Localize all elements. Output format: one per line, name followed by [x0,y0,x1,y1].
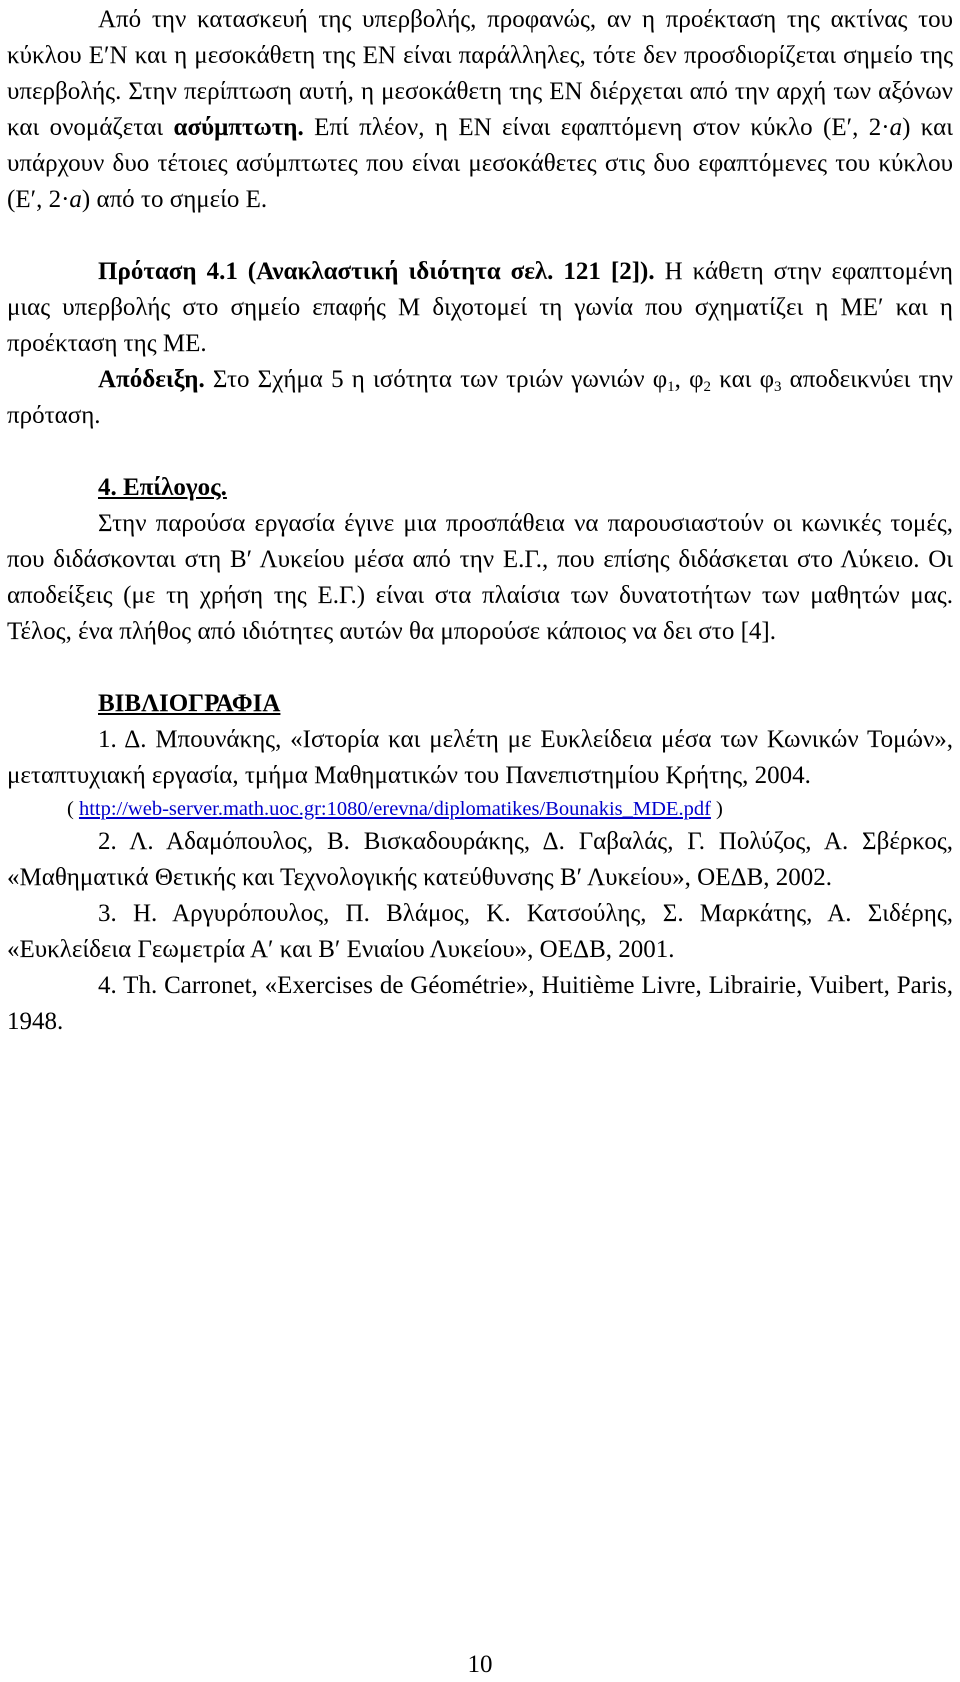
reference-1: 1. Δ. Μπουνάκης, «Ιστορία και μελέτη με Ευκλείδεια μέσα των Κωνικών Τομών», μεταπτυχιακή εργασία, τμήμα Μαθηματικών του Πανεπιστημίου Κρήτης, 2004. [7,726,953,789]
reference-4: 4. Th. Carronet, «Exercises de Géométrie», Huitième Livre, Librairie, Vuibert, Paris, 1948. [7,972,953,1035]
proof-text: αποδεικνύει την πρόταση. [7,366,953,429]
proof [7,362,953,434]
proposition-title: Πρόταση 4.1 (Ανακλαστική ιδιότητα σελ. 121 [2]). [98,258,655,285]
epilogue-text: Στην παρούσα εργασία έγινε μια προσπάθεια να παρουσιαστούν οι κωνικές τομές, που διδάσκονται στη Β′ Λυκείου μέσα από την Ε.Γ., που επίσης διδάσκεται στο Λύκειο. Οι αποδείξεις (με τη χρήση της Ε.Γ.) είναι στα πλαίσια των δυνατοτήτων των μαθητών μας. Τέλος, ένα πλήθος από ιδιότητες αυτών θα μπορούσε κάποιος να δει στο [4]. [7,510,953,645]
math-variable: a [889,114,903,141]
reference-3: 3. Η. Αργυρόπουλος, Π. Βλάμος, Κ. Κατσούλης, Σ. Μαρκάτης, Α. Σιδέρης, «Ευκλείδεια Γεωμετρία Α′ και Β′ Ενιαίου Λυκείου», ΟΕΔΒ, 2001. [7,900,953,963]
proof-title: Απόδειξη. [98,366,205,393]
term-asymptote: ασύμπτωτη. [173,114,304,141]
proof-text: Στο Σχήμα 5 η ισότητα των τριών γωνιών φ [204,366,668,393]
page-number: 10 [467,1651,493,1678]
subscript: 3 [774,379,782,395]
proposition [7,254,953,362]
paragraph-text: ) από το σημείο Ε. [81,186,268,213]
page-body [7,2,953,1040]
reference-1-link-line [7,794,953,824]
proof-text: , φ [674,366,704,393]
bibliography-heading: ΒΙΒΛΙΟΓΡΑΦΙΑ [98,690,281,717]
reference-1-url[interactable]: http://web-server.math.uoc.gr:1080/erevna/diplomatikes/Bounakis_MDE.pdf [78,798,711,820]
paragraph-text: Επί πλέον, η ΕΝ είναι εφαπτόμενη στον κύκλο (Ε′, 2· [303,114,890,141]
math-variable: a [69,186,82,213]
proof-text: και φ [711,366,774,393]
subscript: 2 [703,379,712,395]
paragraph-asymptote [7,2,953,218]
subscript: 1 [667,379,675,395]
paragraph-text: ) και υπάρχουν δυο τέτοιες ασύμπτωτες που είναι μεσοκάθετες στις δυο εφαπτόμενες του κύκλου (Ε′, 2· [7,114,953,213]
proposition-text: Η κάθετη στην εφαπτομένη μιας υπερβολής στο σημείο επαφής Μ διχοτομεί τη γωνία που σχηματίζει η ΜΕ′ και η προέκταση της ΜΕ. [7,258,953,357]
paren-close: ) [710,798,723,820]
paragraph-text: Από την κατασκευή της υπερβολής, προφανώς, αν η προέκταση της ακτίνας του κύκλου Ε′Ν και η μεσοκάθετη της ΕΝ είναι παράλληλες, τότε δεν προσδιορίζεται σημείο της υπερβολής. Στην περίπτωση αυτή, η μεσοκάθετη της ΕΝ διέρχεται από την αρχή των αξόνων και ονομάζεται [7,6,953,141]
reference-2: 2. Λ. Αδαμόπουλος, Β. Βισκαδουράκης, Δ. Γαβαλάς, Γ. Πολύζος, Α. Σβέρκος, «Μαθηματικά Θετικής και Τεχνολογικής κατεύθυνσης Β′ Λυκείου», ΟΕΔΒ, 2002. [7,828,953,891]
paren-open: ( [67,798,79,820]
epilogue-heading: 4. Επίλογος. [98,474,227,501]
